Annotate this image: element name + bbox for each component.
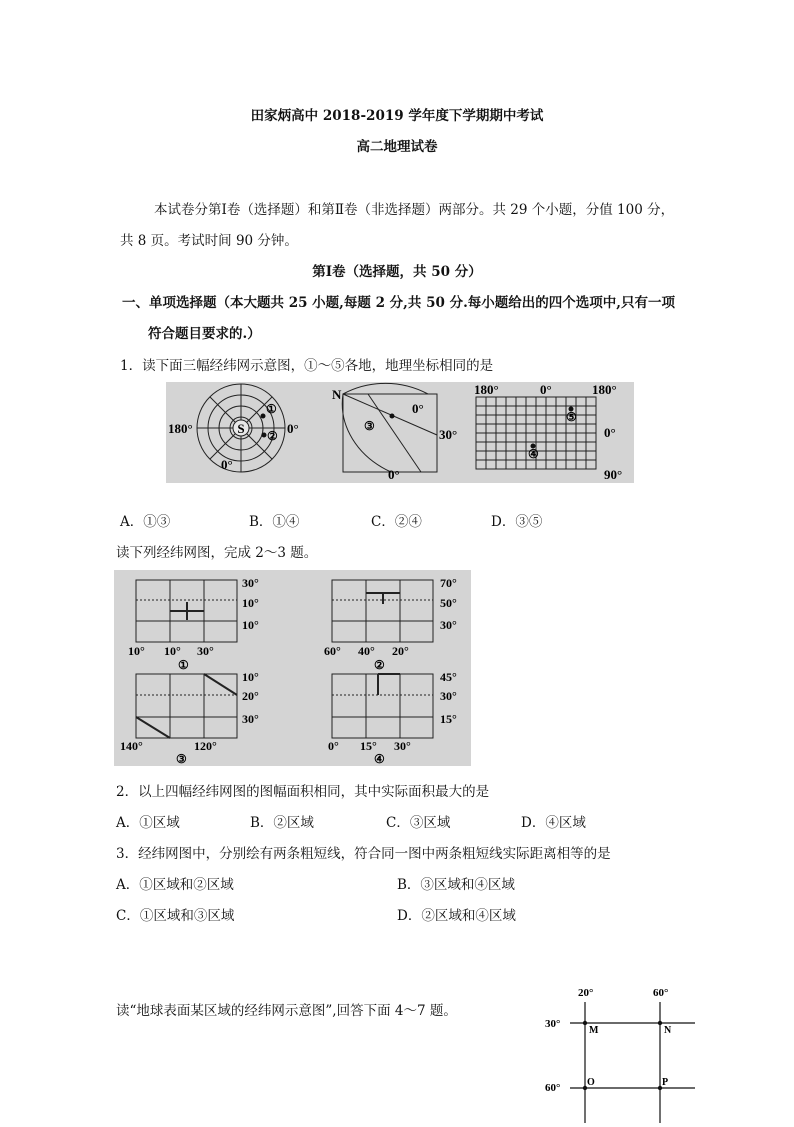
- q1-figure: [166, 382, 634, 483]
- grid-1-bottom-3: 30°: [197, 644, 214, 658]
- polar-center-label: S: [237, 421, 245, 436]
- grid-1-bottom-1: 10°: [128, 644, 145, 658]
- grid-4: [332, 674, 433, 738]
- lon-60-label: 60°: [653, 987, 669, 999]
- grid-3-bottom-2: 120°: [194, 739, 217, 753]
- q3-stem: 3．经纬网图中，分别绘有两条粗短线，符合同一图中两条粗短线实际距离相等的是: [116, 846, 611, 862]
- exam-title: 田家炳高中 2018-2019 学年度下学期期中考试: [250, 108, 544, 124]
- lat-30-label: 30°: [545, 1018, 561, 1030]
- q2-stem: 2．以上四幅经纬网图的图幅面积相同，其中实际面积最大的是: [116, 784, 490, 800]
- grid-1: [136, 580, 237, 642]
- grid-4-bottom-2: 15°: [360, 739, 377, 753]
- q2-option-c[interactable]: C．③区域: [386, 815, 451, 831]
- grid-3-right-1: 10°: [242, 670, 259, 684]
- grid-top-mid-label: 0°: [540, 382, 552, 397]
- grid-3-right-3: 30°: [242, 712, 259, 726]
- q3-option-d[interactable]: D．②区域和④区域: [397, 908, 516, 924]
- grid-2-bottom-2: 40°: [358, 644, 375, 658]
- quarter-corner-label: N: [332, 387, 342, 402]
- quarter-right-label: 30°: [439, 427, 458, 442]
- quarter-projection: [342, 383, 437, 472]
- grid-top-right-label: 180°: [592, 382, 617, 397]
- grid-2-bottom-1: 60°: [324, 644, 341, 658]
- intro-line-1: 本试卷分第Ⅰ卷（选择题）和第Ⅱ卷（非选择题）两部分。共 29 个小题，分值 100 分，: [154, 202, 675, 218]
- point-3-dot: [390, 414, 395, 419]
- grid-right-mid-label: 0°: [604, 425, 616, 440]
- point-4-label: ④: [528, 447, 539, 461]
- grid-2-right-1: 70°: [440, 576, 457, 590]
- point-n-dot: [658, 1021, 662, 1025]
- grid-2-right-3: 30°: [440, 618, 457, 632]
- q2-option-b[interactable]: B．②区域: [250, 815, 314, 831]
- section-heading-line-1: 一、单项选择题（本大题共 25 小题,每题 2 分,共 50 分.每小题给出的四个选项中,只有一项: [122, 295, 675, 311]
- grid-2: [332, 580, 433, 642]
- intro-line-2: 共 8 页。考试时间 90 分钟。: [120, 233, 298, 249]
- exam-subtitle: 高二地理试卷: [356, 139, 438, 155]
- mnop-svg: [540, 982, 700, 1123]
- four-grids-figure: [114, 570, 471, 766]
- lat-60-label: 60°: [545, 1082, 561, 1094]
- polar-left-label: 180°: [168, 421, 193, 436]
- grid-1-bottom-2: 10°: [164, 644, 181, 658]
- grid-2-right-2: 50°: [440, 596, 457, 610]
- point-3-label: ③: [364, 419, 375, 433]
- grid-1-right-1: 30°: [242, 576, 259, 590]
- grid-3-right-2: 20°: [242, 689, 259, 703]
- q3-option-c[interactable]: C．①区域和③区域: [116, 908, 235, 924]
- point-1-dot: [261, 414, 266, 419]
- polar-bottom-label: 0°: [221, 457, 233, 472]
- point-m-label: M: [589, 1025, 599, 1036]
- grid-4-bottom-3: 30°: [394, 739, 411, 753]
- point-5-label: ⑤: [566, 410, 577, 424]
- grid-4-right-2: 30°: [440, 689, 457, 703]
- point-2-dot: [262, 433, 267, 438]
- grid-4-right-1: 45°: [440, 670, 457, 684]
- intro-questions-4-7: 读“地球表面某区域的经纬网示意图”,回答下面 4～7 题。: [116, 1003, 457, 1019]
- four-grids-svg: [114, 570, 471, 766]
- point-p-label: P: [662, 1077, 669, 1088]
- q1-option-b[interactable]: B．①④: [249, 514, 300, 530]
- point-1-label: ①: [266, 402, 277, 416]
- q1-option-c[interactable]: C．②④: [371, 514, 422, 530]
- q1-stem: 1．读下面三幅经纬网示意图，①～⑤各地，地理坐标相同的是: [120, 358, 494, 374]
- grid-top-left-label: 180°: [474, 382, 499, 397]
- polar-right-label: 0°: [287, 421, 299, 436]
- point-m-dot: [583, 1021, 587, 1025]
- quarter-arc-label: 0°: [412, 401, 424, 416]
- part1-title: 第Ⅰ卷（选择题，共 50 分）: [312, 264, 482, 280]
- q2-option-a[interactable]: A．①区域: [116, 815, 180, 831]
- grid-bottom-right-label: 90°: [604, 467, 623, 482]
- intro-questions-2-3: 读下列经纬网图，完成 2～3 题。: [116, 545, 318, 561]
- q2-option-d[interactable]: D．④区域: [521, 815, 586, 831]
- grid-3-bottom-1: 140°: [120, 739, 143, 753]
- grid-2-label: ②: [374, 658, 385, 672]
- point-2-label: ②: [267, 429, 278, 443]
- q1-figure-svg: [166, 382, 634, 483]
- grid-1-right-3: 10°: [242, 618, 259, 632]
- grid-2-bottom-3: 20°: [392, 644, 409, 658]
- grid-4-label: ④: [374, 752, 385, 766]
- grid-3: [136, 674, 237, 738]
- quarter-bottom-label: 0°: [388, 467, 400, 482]
- grid-3-label: ③: [176, 752, 187, 766]
- grid-1-label: ①: [178, 658, 189, 672]
- lon-20-label: 20°: [578, 987, 594, 999]
- q1-option-a[interactable]: A．①③: [120, 514, 171, 530]
- point-o-label: O: [587, 1077, 595, 1088]
- q1-option-d[interactable]: D．③⑤: [491, 514, 543, 530]
- grid-4-bottom-1: 0°: [328, 739, 339, 753]
- q3-option-b[interactable]: B．③区域和④区域: [397, 877, 515, 893]
- section-heading-line-2: 符合题目要求的.）: [148, 326, 261, 342]
- grid-1-right-2: 10°: [242, 596, 259, 610]
- q3-option-a[interactable]: A．①区域和②区域: [116, 877, 234, 893]
- mnop-figure: [540, 982, 700, 1123]
- point-n-label: N: [664, 1025, 672, 1036]
- grid-4-right-3: 15°: [440, 712, 457, 726]
